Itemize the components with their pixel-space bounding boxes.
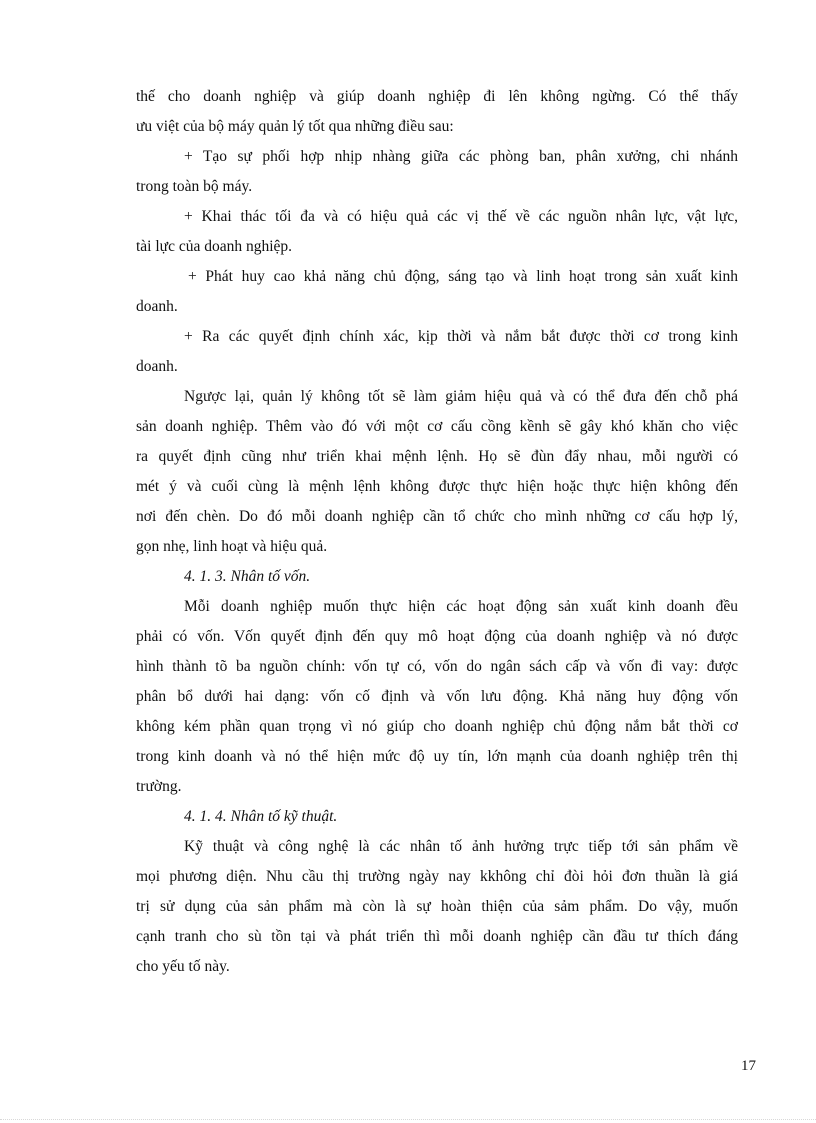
body-text xyxy=(136,82,738,982)
text-line: ra quyết định cũng như triển khai mệnh lệnh. Họ sẽ đùn đẩy nhau, mỗi người có xyxy=(136,448,738,465)
text-line: gọn nhẹ, linh hoạt và hiệu quả. xyxy=(136,538,328,555)
text-line: trong toàn bộ máy. xyxy=(136,178,253,195)
text-line: sản doanh nghiệp. Thêm vào đó với một cơ cấu cồng kềnh sẽ gây khó khăn cho việc xyxy=(136,418,738,435)
bullet-line: + Khai thác tối đa và có hiệu quả các vị thế về các nguồn nhân lực, vật lực, xyxy=(184,208,738,225)
text-line: mét ý và cuối cùng là mệnh lệnh không được thực hiện hoặc thực hiện không đến xyxy=(136,478,738,495)
text-line: trị sử dụng của sản phẩm mà còn là sự hoàn thiện của sảm phẩm. Do vậy, muốn xyxy=(136,898,738,915)
text-line: cho yếu tố này. xyxy=(136,958,230,975)
paragraph-first-line: Ngược lại, quản lý không tốt sẽ làm giảm hiệu quả và có thể đưa đến chỗ phá xyxy=(184,388,738,405)
text-line: phải có vốn. Vốn quyết định đến quy mô hoạt động của doanh nghiệp và nó được xyxy=(136,628,738,645)
text-line: thế cho doanh nghiệp và giúp doanh nghiệp đi lên không ngừng. Có thể thấy xyxy=(136,88,738,105)
text-line: hình thành tõ ba nguồn chính: vốn tự có, vốn do ngân sách cấp và vốn đi vay: được xyxy=(136,658,738,675)
paragraph-first-line: Kỹ thuật và công nghệ là các nhân tố ảnh hưởng trực tiếp tới sản phẩm về xyxy=(184,838,738,855)
text-line: không kém phần quan trọng vì nó giúp cho doanh nghiệp chủ động nắm bắt thời cơ xyxy=(136,718,738,735)
text-line: trường. xyxy=(136,778,182,795)
paragraph-first-line: Mỗi doanh nghiệp muốn thực hiện các hoạt động sản xuất kinh doanh đều xyxy=(184,598,738,615)
bullet-line: + Ra các quyết định chính xác, kịp thời và nắm bắt được thời cơ trong kinh xyxy=(184,328,738,345)
section-heading: 4. 1. 4. Nhân tố kỹ thuật. xyxy=(184,808,338,825)
text-line: cạnh tranh cho sù tồn tại và phát triển thì mỗi doanh nghiệp cần đầu tư thích đáng xyxy=(136,928,738,945)
text-line: phân bổ dưới hai dạng: vốn cố định và vốn lưu động. Khả năng huy động vốn xyxy=(136,688,738,705)
text-line: nơi đến chèn. Do đó mỗi doanh nghiệp cần tổ chức cho mình những cơ cấu hợp lý, xyxy=(136,508,738,525)
text-line: doanh. xyxy=(136,298,178,315)
page-bottom-rule xyxy=(0,1119,816,1120)
text-line: doanh. xyxy=(136,358,178,375)
text-line: tài lực của doanh nghiệp. xyxy=(136,238,293,255)
text-line: ưu việt của bộ máy quản lý tốt qua những điều sau: xyxy=(136,118,454,135)
section-heading: 4. 1. 3. Nhân tố vốn. xyxy=(184,568,311,585)
bullet-line: + Phát huy cao khả năng chủ động, sáng tạo và linh hoạt trong sản xuất kinh xyxy=(188,268,738,285)
page-number: 17 xyxy=(741,1058,756,1074)
text-line: mọi phương diện. Nhu cầu thị trường ngày nay kkhông chỉ đòi hỏi đơn thuần là giá xyxy=(136,868,738,885)
bullet-line: + Tạo sự phối hợp nhịp nhàng giữa các phòng ban, phân xưởng, chi nhánh xyxy=(184,148,738,165)
text-line: trong kinh doanh và nó thể hiện mức độ uy tín, lớn mạnh của doanh nghiệp trên thị xyxy=(136,748,738,765)
